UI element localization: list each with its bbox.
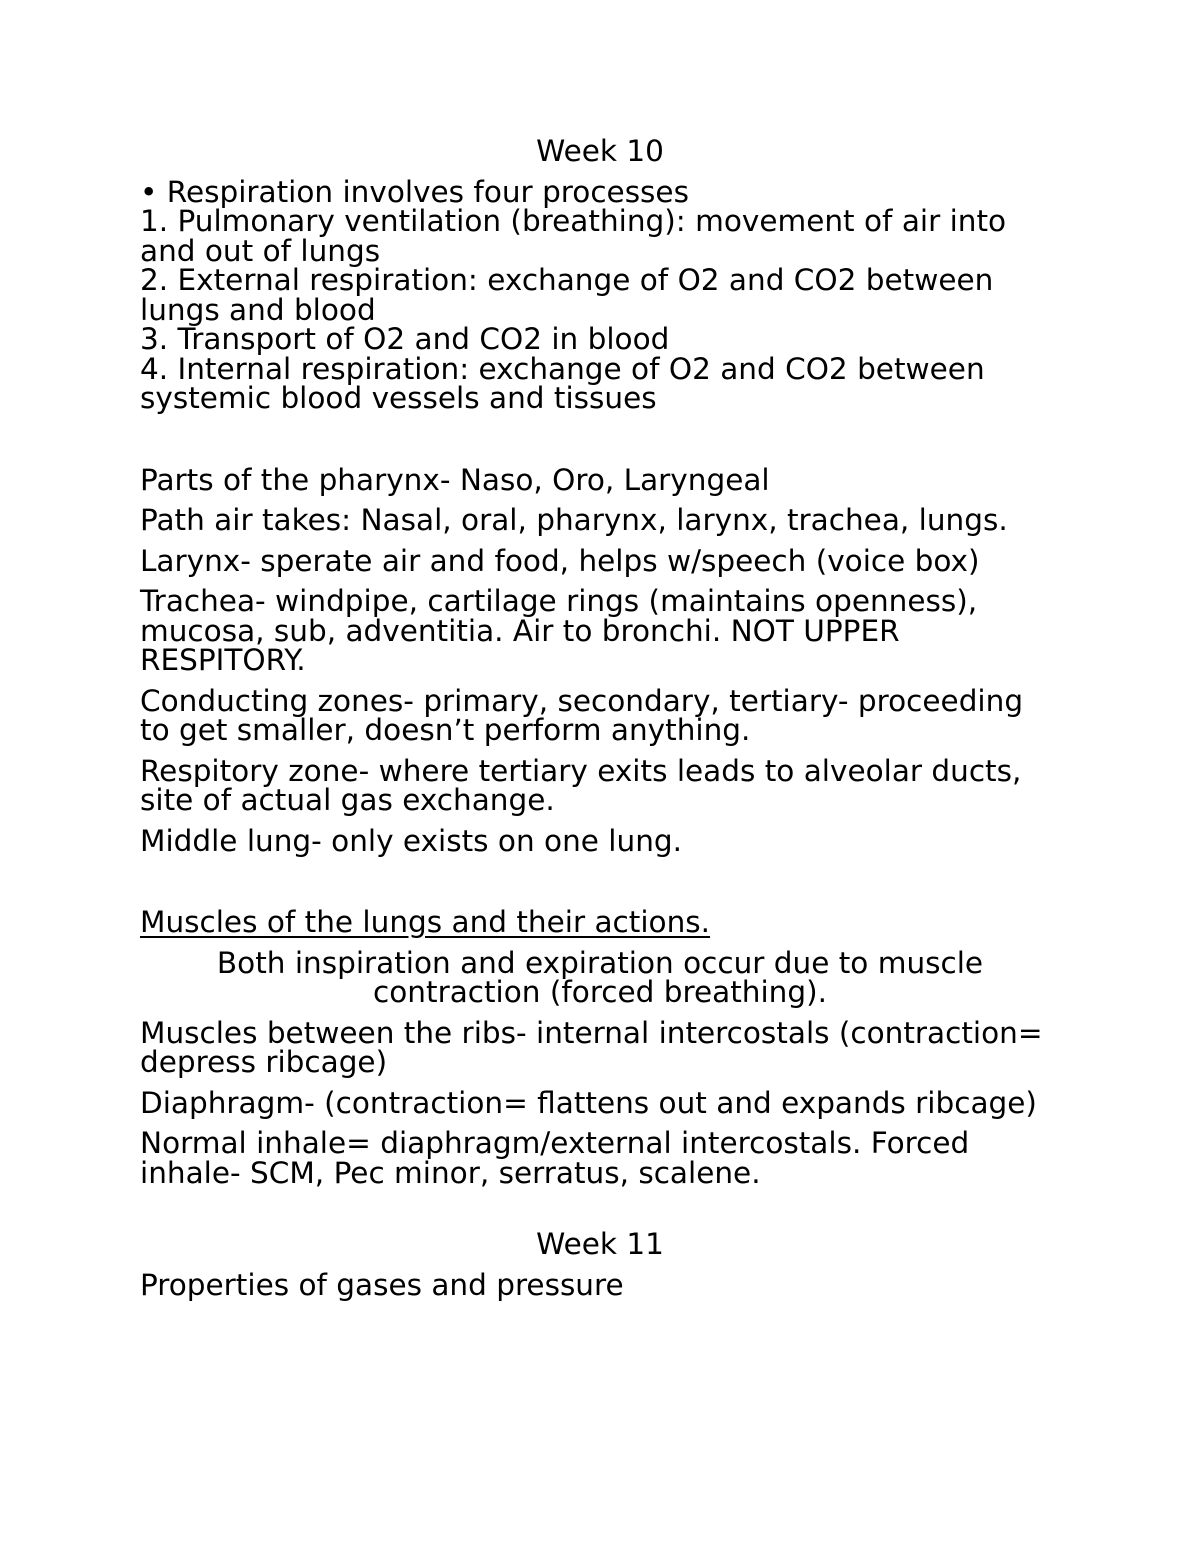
muscle-note: Muscles between the ribs- internal intercostals (contraction= depress ribcage) <box>140 1015 1043 1079</box>
note-paragraph: Trachea- windpipe, cartilage rings (maintains openness), mucosa, sub, adventitia. Air to bronchi. NOT UPPER RESPITORY. <box>140 584 978 677</box>
intro-line: • Respiration involves four processes <box>140 174 689 209</box>
note-paragraph: Middle lung- only exists on one lung. <box>140 823 682 858</box>
muscle-note: Diaphragm- (contraction= flattens out and expands ribcage) <box>140 1085 1037 1120</box>
note-paragraph: Larynx- sperate air and food, helps w/speech (voice box) <box>140 543 980 578</box>
note-paragraph: Parts of the pharynx- Naso, Oro, Laryngeal <box>140 462 770 497</box>
intro-line: 3. Transport of O2 and CO2 in blood <box>140 322 670 356</box>
note-paragraph: Path air takes: Nasal, oral, pharynx, larynx, trachea, lungs. <box>140 503 1008 537</box>
intro-line: 1. Pulmonary ventilation (breathing): movement of air into and out of lungs <box>140 204 1007 268</box>
week-11-note: Properties of gases and pressure <box>140 1267 624 1302</box>
note-paragraph: Respitory zone- where tertiary exits leads to alveolar ducts, site of actual gas exchange. <box>140 753 1022 817</box>
document-page <box>140 134 1060 1302</box>
muscles-heading: Muscles of the lungs and their actions. <box>140 905 711 939</box>
week-11-title: Week 11 <box>536 1227 664 1261</box>
muscles-centered-note: Both inspiration and expiration occur due to muscle contraction (forced breathing). <box>216 945 984 1009</box>
muscle-note: Normal inhale= diaphragm/external intercostals. Forced inhale- SCM, Pec minor, serratus, scalene. <box>140 1126 970 1190</box>
week-10-title: Week 10 <box>536 134 664 168</box>
intro-line: 4. Internal respiration: exchange of O2 and CO2 between systemic blood vessels and tissues <box>140 351 985 415</box>
note-paragraph: Conducting zones- primary, secondary, tertiary- proceeding to get smaller, doesn’t perform anything. <box>140 683 1024 747</box>
intro-line: 2. External respiration: exchange of O2 and CO2 between lungs and blood <box>140 263 994 327</box>
